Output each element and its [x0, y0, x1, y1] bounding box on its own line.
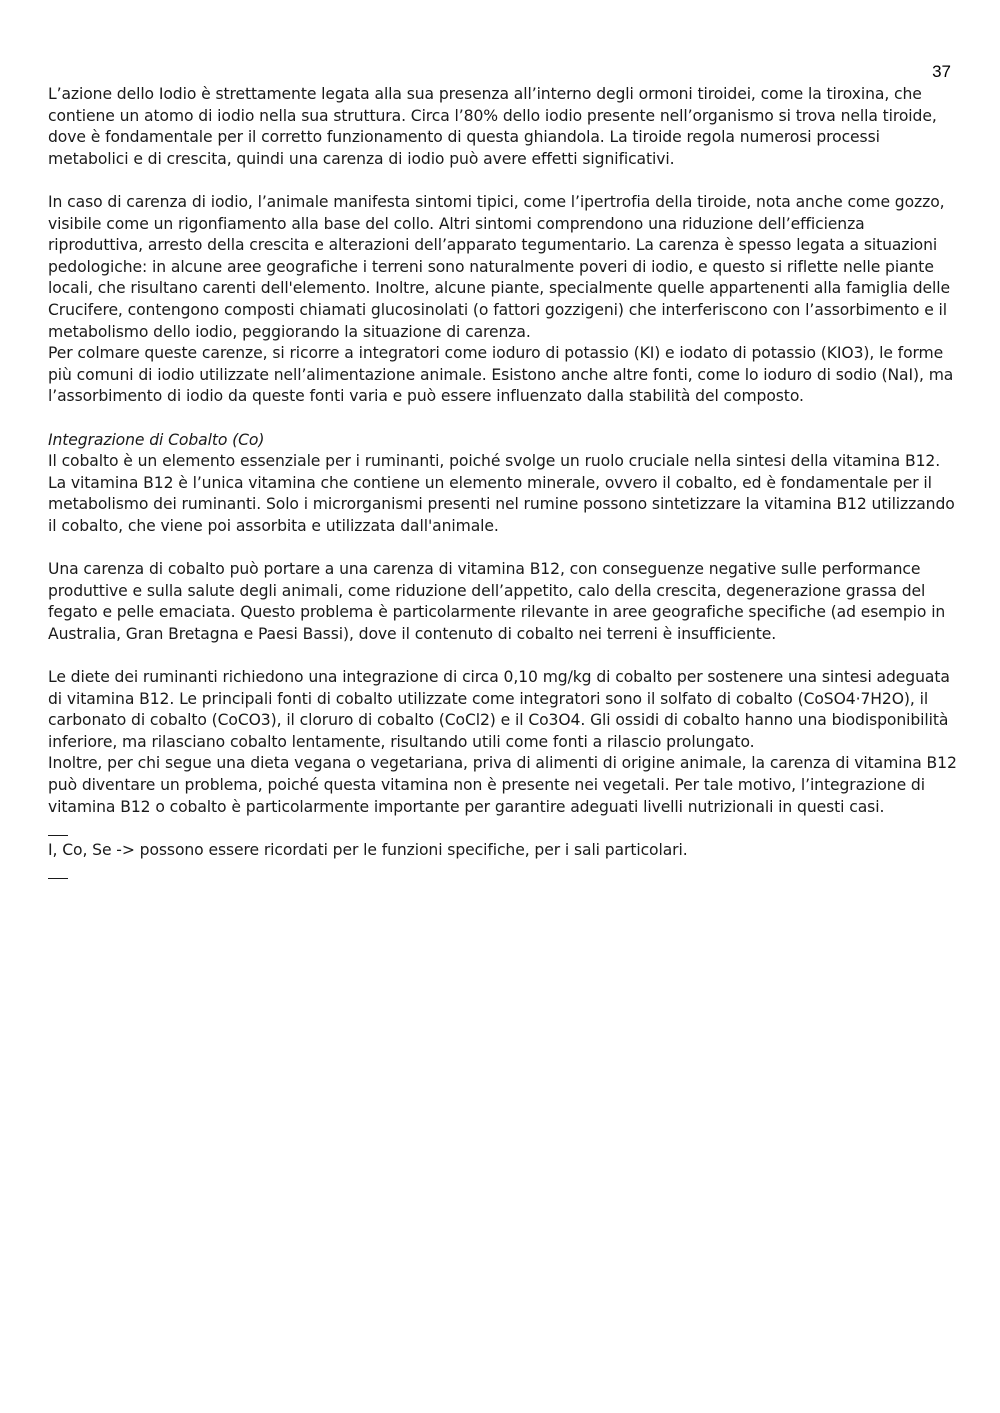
section-heading-cobalt: Integrazione di Cobalto (Co): [48, 430, 265, 449]
paragraph-spacer: [48, 170, 960, 192]
separator-line: [48, 818, 68, 840]
paragraph-iodine-supplements: Per colmare queste carenze, si ricorre a integratori come ioduro di potassio (KI) e iodato di potassio (KIO3), le forme più comuni di iodio utilizzate nell’alimentazione animale. Esistono anche altre fonti, come lo ioduro di sodio (NaI), ma l’assorbimento di iodio da queste fonti varia e può essere influenzato dalla stabilità del composto.: [48, 344, 954, 406]
paragraph-spacer: [48, 537, 960, 559]
paragraph-iodine-deficiency: In caso di carenza di iodio, l’animale manifesta sintomi tipici, come l’ipertrofia della tiroide, nota anche come gozzo, visibile come un rigonfiamento alla base del collo. Altri sintomi comprendono una riduzione dell’efficienza riproduttiva, arresto della crescita e alterazioni dell’apparato tegumentario. La carenza è spesso legata a situazioni pedologiche: in alcune aree geografiche i terreni sono naturalmente poveri di iodio, e questo si riflette nelle piante locali, che risultano carenti dell'elemento. Inoltre, alcune piante, specialmente quelle appartenenti alla famiglia delle Crucifere, contengono composti chiamati glucosinolati (o fattori gozzigeni) che interferiscono con l’assorbimento e il metabolismo dello iodio, peggiorando la situazione di carenza.: [48, 192, 950, 341]
paragraph-spacer: [48, 645, 960, 667]
document-body: [48, 84, 960, 883]
paragraph-spacer: [48, 408, 960, 430]
paragraph-cobalt-supplements: Le diete dei ruminanti richiedono una integrazione di circa 0,10 mg/kg di cobalto per sostenere una sintesi adeguata di vitamina B12. Le principali fonti di cobalto utilizzate come integratori sono il solfato di cobalto (CoSO4·7H2O), il carbonato di cobalto (CoCO3), il cloruro di cobalto (CoCl2) e il Co3O4. Gli ossidi di cobalto hanno una biodisponibilità inferiore, ma rilasciano cobalto lentamente, risultando utili come fonti a rilascio prolungato.: [48, 668, 950, 751]
paragraph-cobalt-deficiency: Una carenza di cobalto può portare a una carenza di vitamina B12, con conseguenze negative sulle performance produttive e sulla salute degli animali, come riduzione dell’appetito, calo della crescita, degenerazione grassa del fegato e pelle emaciata. Questo problema è particolarmente rilevante in aree geografiche specifiche (ad esempio in Australia, Gran Bretagna e Paesi Bassi), dove il contenuto di cobalto nei terreni è insufficiente.: [48, 560, 946, 643]
note-summary: I, Co, Se -> possono essere ricordati per le funzioni specifiche, per i sali particolari.: [48, 840, 688, 859]
paragraph-iodine-action: L’azione dello Iodio è strettamente legata alla sua presenza all’interno degli ormoni tiroidei, come la tiroxina, che contiene un atomo di iodio nella sua struttura. Circa l’80% dello iodio presente nell’organismo si trova nella tiroide, dove è fondamentale per il corretto funzionamento di questa ghiandola. La tiroide regola numerosi processi metabolici e di crescita, quindi una carenza di iodio può avere effetti significativi.: [48, 85, 937, 168]
separator-line: [48, 861, 68, 883]
page-number: 37: [932, 62, 951, 81]
paragraph-cobalt-role: Il cobalto è un elemento essenziale per i ruminanti, poiché svolge un ruolo cruciale nella sintesi della vitamina B12. La vitamina B12 è l’unica vitamina che contiene un elemento minerale, ovvero il cobalto, ed è fondamentale per il metabolismo dei ruminanti. Solo i microrganismi presenti nel rumine possono sintetizzare la vitamina B12 utilizzando il cobalto, che viene poi assorbita e utilizzata dall'animale.: [48, 452, 955, 535]
paragraph-vegan-diet: Inoltre, per chi segue una dieta vegana o vegetariana, priva di alimenti di origine animale, la carenza di vitamina B12 può diventare un problema, poiché questa vitamina non è presente nei vegetali. Per tale motivo, l’integrazione di vitamina B12 o cobalto è particolarmente importante per garantire adeguati livelli nutrizionali in questi casi.: [48, 754, 957, 816]
